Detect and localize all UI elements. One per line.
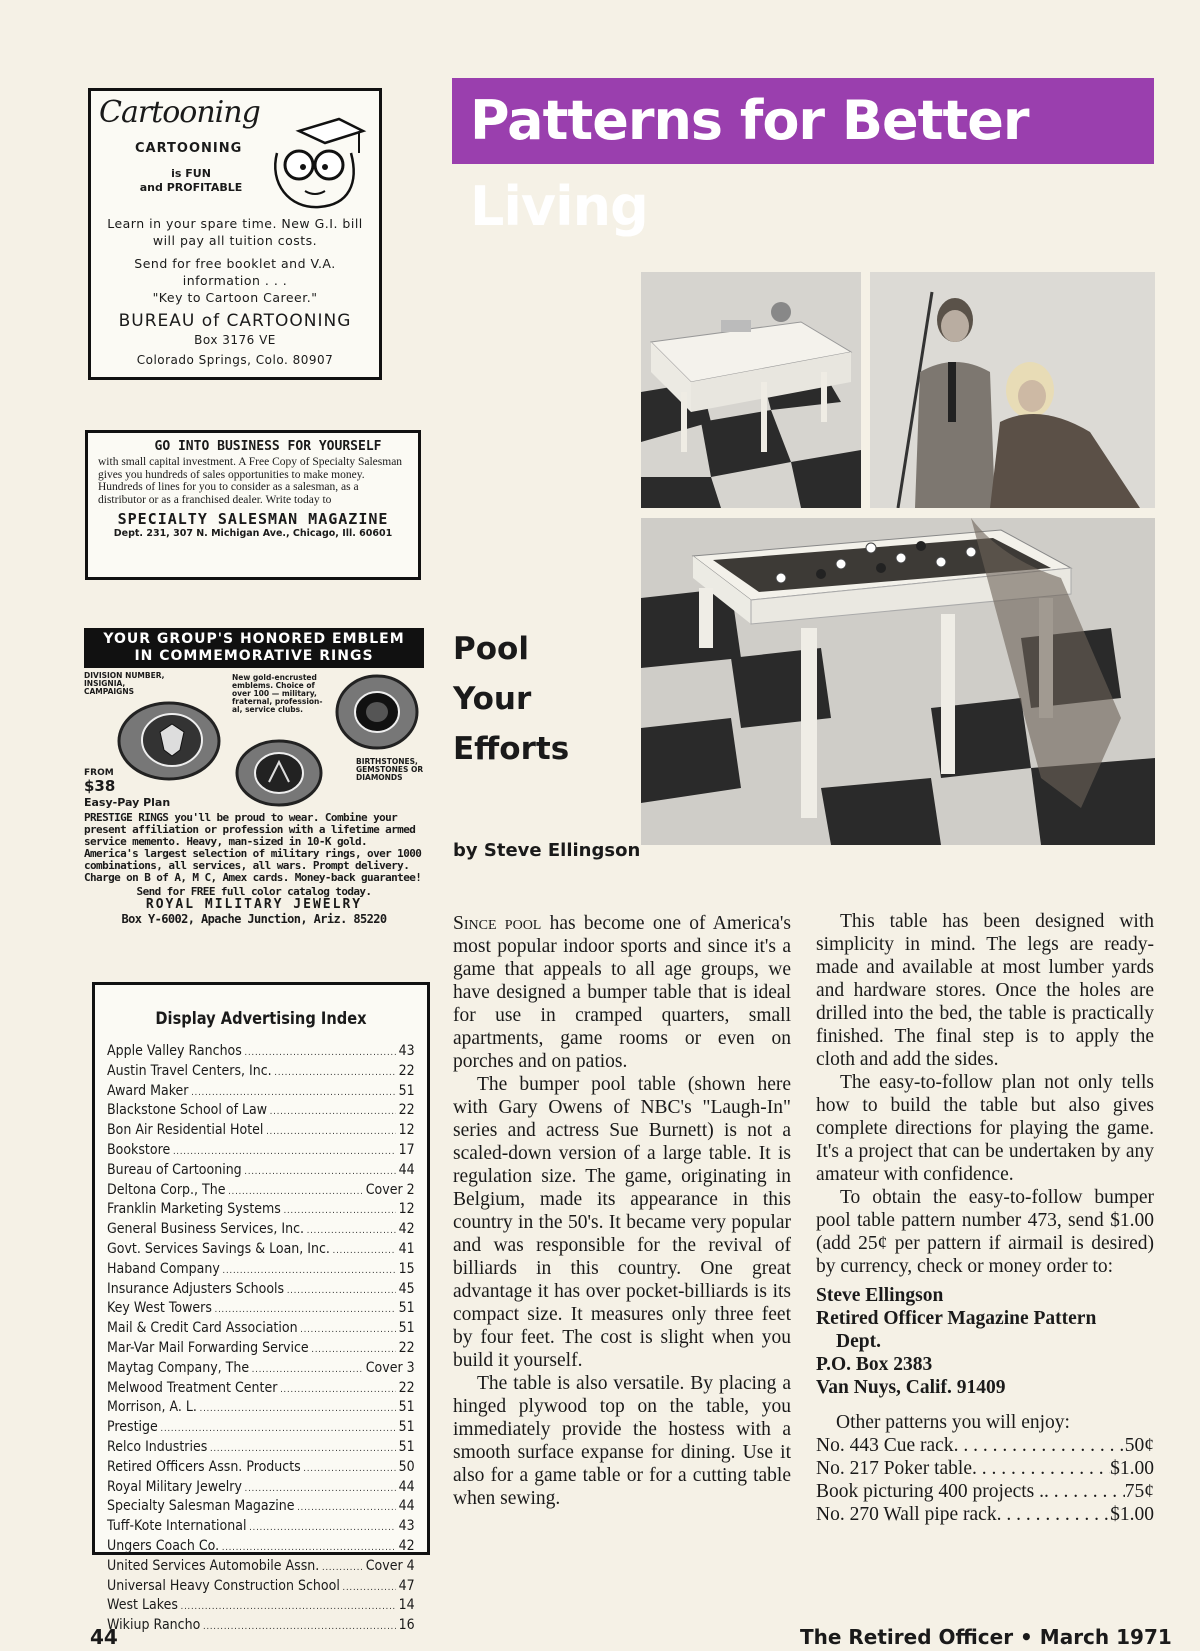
index-page: 22 — [398, 1102, 415, 1119]
headline-line-3: Efforts — [453, 731, 570, 767]
cartooning-body — [97, 215, 373, 369]
index-advertiser: Bon Air Residential Hotel — [107, 1122, 264, 1139]
pattern-leader — [1044, 1480, 1125, 1503]
other-patterns-list — [816, 1434, 1154, 1526]
index-row — [107, 1043, 415, 1063]
cartooning-ad — [88, 88, 382, 380]
index-page: 47 — [398, 1577, 415, 1594]
index-page: 51 — [398, 1082, 415, 1099]
rings-banner-line-1: YOUR GROUP'S HONORED EMBLEM — [103, 631, 405, 647]
index-row — [107, 1479, 415, 1499]
cartooning-body-1: Learn in your spare time. New G.I. bill will pay all tuition costs. — [107, 216, 363, 248]
index-row — [107, 1162, 415, 1182]
article-paragraph-6: To obtain the easy-to-follow bumper pool table pattern number 473, send $1.00 (add 25¢ per pattern if airmail is desired) by currency, check or money order to: — [816, 1187, 1154, 1277]
index-advertiser: Royal Military Jewelry — [107, 1478, 242, 1495]
index-row — [107, 1419, 415, 1439]
index-page: Cover 4 — [365, 1557, 415, 1574]
index-page: 22 — [398, 1339, 415, 1356]
index-page: 22 — [398, 1379, 415, 1396]
index-advertiser: Award Maker — [107, 1082, 189, 1099]
index-advertiser: Universal Heavy Construction School — [107, 1577, 340, 1594]
order-address-name: Steve Ellingson — [816, 1285, 944, 1306]
business-ad-magazine: SPECIALTY SALESMAN MAGAZINE — [117, 510, 389, 528]
index-row — [107, 1063, 415, 1083]
cartooning-body-3: "Key to Cartoon Career." — [152, 290, 318, 305]
rings-banner-line-2: IN COMMEMORATIVE RINGS — [134, 648, 374, 664]
cartooning-fun-tagline — [139, 167, 243, 195]
index-leader — [274, 1063, 396, 1083]
article-paragraph-3: The table is also versatile. By placing a hinged plywood top on the table, you immediately provide the hostess with a smooth surface expanse for dining. Use it also for a game table or for a cutting table when sewing. — [453, 1373, 791, 1509]
army-ring-icon — [114, 698, 224, 784]
bumper-pool-table-photo — [641, 518, 1155, 845]
index-row — [107, 1340, 415, 1360]
index-advertiser: Key West Towers — [107, 1300, 212, 1317]
index-leader — [270, 1102, 396, 1122]
index-leader — [311, 1340, 396, 1360]
rings-address: Box Y-6002, Apache Junction, Ariz. 85220 — [121, 912, 387, 926]
cartooning-caps-title: CARTOONING — [135, 141, 243, 156]
rings-from-label: FROM — [84, 768, 114, 778]
index-row — [107, 1281, 415, 1301]
index-leader — [244, 1162, 396, 1182]
order-address-box: P.O. Box 2383 — [816, 1354, 933, 1375]
index-advertiser: West Lakes — [107, 1597, 178, 1614]
rings-label-emblems: New gold-encrusted emblems. Choice of over 100 — military, fraternal, profession-al, service clubs. — [232, 673, 323, 714]
masonic-ring-icon — [234, 738, 324, 808]
order-address — [816, 1284, 1154, 1399]
index-advertiser: Bureau of Cartooning — [107, 1161, 242, 1178]
index-advertiser: Wikiup Rancho — [107, 1617, 201, 1634]
index-page: 51 — [398, 1320, 415, 1337]
pattern-row — [816, 1434, 1154, 1457]
index-row — [107, 1558, 415, 1578]
index-leader — [245, 1479, 396, 1499]
index-row — [107, 1102, 415, 1122]
index-page: 43 — [398, 1518, 415, 1535]
index-leader — [215, 1300, 396, 1320]
index-page: 51 — [398, 1438, 415, 1455]
publication-footer: The Retired Officer • March 1971 — [800, 1625, 1172, 1649]
article-headline — [453, 624, 569, 774]
section-title: Patterns for Better Living — [452, 78, 1154, 164]
index-leader — [203, 1617, 396, 1637]
index-leader — [181, 1597, 396, 1617]
cartooning-bureau: BUREAU of CARTOONING — [118, 311, 352, 331]
other-patterns — [816, 1411, 1154, 1526]
index-row — [107, 1538, 415, 1558]
rings-label-stones: BIRTHSTONES, GEMSTONES OR DIAMONDS — [356, 757, 424, 782]
index-leader — [160, 1419, 395, 1439]
index-advertiser: Ungers Coach Co. — [107, 1537, 220, 1554]
index-leader — [280, 1380, 396, 1400]
order-address-org: Retired Officer Magazine Pattern — [816, 1308, 1097, 1329]
rings-label-division: DIVISION NUMBER, INSIGNIA, CAMPAIGNS — [84, 671, 165, 696]
index-row — [107, 1459, 415, 1479]
rings-send-line: Send for FREE full color catalog today. — [136, 885, 372, 898]
index-page: 51 — [398, 1399, 415, 1416]
index-advertiser: Apple Valley Ranchos — [107, 1043, 242, 1059]
pattern-name: No. 217 Poker table — [816, 1458, 972, 1479]
index-advertiser: Blackstone School of Law — [107, 1102, 268, 1119]
index-row — [107, 1182, 415, 1202]
cartooning-city: Colorado Springs, Colo. 80907 — [136, 353, 334, 367]
index-advertiser: Insurance Adjusters Schools — [107, 1280, 285, 1297]
pattern-price: $1.00 — [1110, 1458, 1154, 1479]
article-paragraph-1 — [453, 912, 791, 1073]
pattern-price: $1.00 — [1110, 1504, 1154, 1525]
rings-copy-text: PRESTIGE RINGS you'll be proud to wear. Combine your present affiliation or profession with a lifetime armed service memento. Heavy, man-sized in 10-K gold. America's largest selection of military rings, over 1000 combinations, all services, all wars. Prompt delivery. Charge on B of A, M C, Amex cards. Money-back guarantee! — [84, 811, 422, 884]
index-leader — [333, 1241, 396, 1261]
order-address-city: Van Nuys, Calif. 91409 — [816, 1377, 1006, 1398]
business-ad-body: with small capital investment. A Free Copy of Specialty Salesman gives you hundreds of sales opportunities to make money. Hundreds of lines for you to consider as a salesman, as a distributor or as a franchised dealer. Write today to — [98, 456, 403, 506]
index-leader — [200, 1399, 396, 1419]
index-advertiser: Maytag Company, The — [107, 1359, 250, 1376]
index-advertiser: Prestige — [107, 1419, 158, 1436]
index-leader — [210, 1439, 396, 1459]
index-advertiser: General Business Services, Inc. — [107, 1221, 305, 1238]
headline-line-2: Your — [453, 681, 532, 717]
index-leader — [223, 1261, 396, 1281]
index-advertiser: United Services Automobile Assn. — [107, 1557, 320, 1574]
index-leader — [287, 1281, 396, 1301]
article-column-2 — [816, 910, 1154, 1526]
index-advertiser: Deltona Corp., The — [107, 1181, 226, 1198]
index-advertiser: Relco Industries — [107, 1438, 208, 1455]
index-page: Cover 2 — [365, 1181, 415, 1198]
index-row — [107, 1439, 415, 1459]
fun-line-1: is FUN — [171, 167, 211, 180]
index-page: 16 — [398, 1617, 415, 1634]
page-number: 44 — [90, 1625, 118, 1649]
index-page: 22 — [398, 1062, 415, 1079]
index-row — [107, 1241, 415, 1261]
index-row — [107, 1122, 415, 1142]
index-page: 42 — [398, 1537, 415, 1554]
index-page: 44 — [398, 1161, 415, 1178]
cartoon-graduate-face-icon — [259, 113, 369, 213]
rings-company: ROYAL MILITARY JEWELRY — [145, 897, 363, 912]
pattern-price: 50¢ — [1124, 1435, 1154, 1456]
headline-line-1: Pool — [453, 631, 529, 667]
index-advertiser: Franklin Marketing Systems — [107, 1201, 281, 1218]
fun-line-2: and PROFITABLE — [139, 181, 243, 194]
article-paragraph-2: The bumper pool table (shown here with Gary Owens of NBC's "Laugh-In" series and actress Sue Burnett) is not a scaled-down version of a large table. It is regulation size. The game, originating in Belgium, made its appearance in this country in the 50's. It became very popular and was responsible for the revival of billiards in this country. One great advantage it has over pocket-billiards is its compact size. It measures only three feet by four feet. The cost is slight when you build it yourself. — [453, 1074, 791, 1371]
index-leader — [245, 1043, 396, 1063]
index-page: 12 — [398, 1201, 415, 1218]
advertising-index — [92, 982, 430, 1634]
index-row — [107, 1578, 415, 1598]
index-page: 42 — [398, 1221, 415, 1238]
advertising-index-title: Display Advertising Index — [155, 1009, 367, 1029]
index-leader — [303, 1459, 396, 1479]
index-advertiser: Specialty Salesman Magazine — [107, 1498, 295, 1515]
index-leader — [249, 1518, 396, 1538]
pattern-leader — [954, 1434, 1125, 1457]
index-leader — [191, 1083, 396, 1103]
rings-easy-pay: Easy-Pay Plan — [84, 796, 171, 809]
article-lead-in: Since pool — [453, 913, 542, 934]
index-advertiser: Retired Officers Assn. Products — [107, 1458, 301, 1475]
index-advertiser: Mail & Credit Card Association — [107, 1320, 298, 1337]
index-row — [107, 1221, 415, 1241]
advertising-index-rows — [107, 1043, 415, 1637]
index-leader — [173, 1142, 396, 1162]
rings-ad-banner — [84, 628, 424, 668]
index-row — [107, 1360, 415, 1380]
index-row — [107, 1201, 415, 1221]
index-page: 17 — [398, 1141, 415, 1158]
gemstone-ring-icon — [334, 672, 420, 752]
index-row — [107, 1300, 415, 1320]
cartooning-body-2: Send for free booklet and V.A. information . . . — [134, 256, 336, 288]
index-row — [107, 1142, 415, 1162]
index-advertiser: Morrison, A. L. — [107, 1399, 197, 1416]
index-leader — [222, 1538, 396, 1558]
index-page: 44 — [398, 1478, 415, 1495]
index-advertiser: Tuff-Kote International — [107, 1518, 247, 1535]
article-paragraph-5: The easy-to-follow plan not only tells how to build the table but also gives complete directions for playing the game. It's a project that can be undertaken by any amateur with confidence. — [816, 1072, 1154, 1185]
rings-copy — [84, 812, 424, 926]
index-page: 50 — [398, 1458, 415, 1475]
pattern-price: 75¢ — [1124, 1481, 1154, 1502]
index-row — [107, 1399, 415, 1419]
index-row — [107, 1380, 415, 1400]
index-leader — [228, 1182, 363, 1202]
index-row — [107, 1498, 415, 1518]
index-page: 14 — [398, 1597, 415, 1614]
index-page: 43 — [398, 1043, 415, 1059]
pattern-row — [816, 1480, 1154, 1503]
index-page: Cover 3 — [365, 1359, 415, 1376]
index-row — [107, 1261, 415, 1281]
pattern-row — [816, 1457, 1154, 1480]
business-ad-heading: GO INTO BUSINESS FOR YOURSELF — [154, 439, 382, 454]
article-paragraph-4: This table has been designed with simplicity in mind. The legs are ready-made and available at most lumber yards and hardware stores. Once the holes are drilled into the bed, the table is practically finished. The final step is to apply the cloth and add the sides. — [816, 911, 1154, 1070]
index-row — [107, 1617, 415, 1637]
rings-ad — [84, 628, 424, 938]
index-leader — [343, 1578, 396, 1598]
index-leader — [266, 1122, 396, 1142]
index-leader — [252, 1360, 363, 1380]
index-advertiser: Haband Company — [107, 1260, 220, 1277]
dining-table-photo — [641, 272, 861, 508]
index-page: 41 — [398, 1240, 415, 1257]
players-photo — [870, 272, 1155, 508]
index-row — [107, 1518, 415, 1538]
index-leader — [307, 1221, 396, 1241]
article-column-1 — [453, 912, 791, 1510]
index-advertiser: Bookstore — [107, 1141, 171, 1158]
pattern-row — [816, 1503, 1154, 1526]
index-page: 51 — [398, 1300, 415, 1317]
pattern-leader — [997, 1503, 1111, 1526]
index-page: 44 — [398, 1498, 415, 1515]
other-patterns-heading: Other patterns you will enjoy: — [836, 1412, 1070, 1433]
index-page: 51 — [398, 1419, 415, 1436]
index-row — [107, 1320, 415, 1340]
index-leader — [300, 1320, 396, 1340]
index-leader — [284, 1201, 396, 1221]
pattern-name: No. 443 Cue rack — [816, 1435, 954, 1456]
order-address-dept: Dept. — [836, 1331, 881, 1352]
index-row — [107, 1083, 415, 1103]
cartooning-script-title: Cartooning — [99, 95, 260, 130]
article-byline: by Steve Ellingson — [453, 840, 641, 861]
pattern-name: Book picturing 400 projects . — [816, 1481, 1045, 1502]
index-leader — [322, 1558, 363, 1578]
index-page: 45 — [398, 1280, 415, 1297]
index-advertiser: Mar-Var Mail Forwarding Service — [107, 1339, 309, 1356]
business-ad-address: Dept. 231, 307 N. Michigan Ave., Chicago, Ill. 60601 — [113, 528, 393, 539]
index-leader — [297, 1498, 396, 1518]
index-advertiser: Govt. Services Savings & Loan, Inc. — [107, 1240, 330, 1257]
index-page: 12 — [398, 1122, 415, 1139]
rings-price: $38 — [84, 777, 116, 795]
cartooning-box: Box 3176 VE — [194, 333, 276, 347]
index-page: 15 — [398, 1260, 415, 1277]
article-paragraph-1-text: has become one of America's most popular indoor sports and since it's a game that appeals to all age groups, we have designed a bumper table that is ideal for use in cramped quarters, small apartments, game rooms or even on porches and on patios. — [453, 913, 791, 1072]
business-ad — [85, 430, 421, 580]
index-row — [107, 1597, 415, 1617]
pattern-name: No. 270 Wall pipe rack — [816, 1504, 997, 1525]
index-advertiser: Austin Travel Centers, Inc. — [107, 1062, 272, 1079]
pattern-leader — [972, 1457, 1110, 1480]
index-advertiser: Melwood Treatment Center — [107, 1379, 278, 1396]
